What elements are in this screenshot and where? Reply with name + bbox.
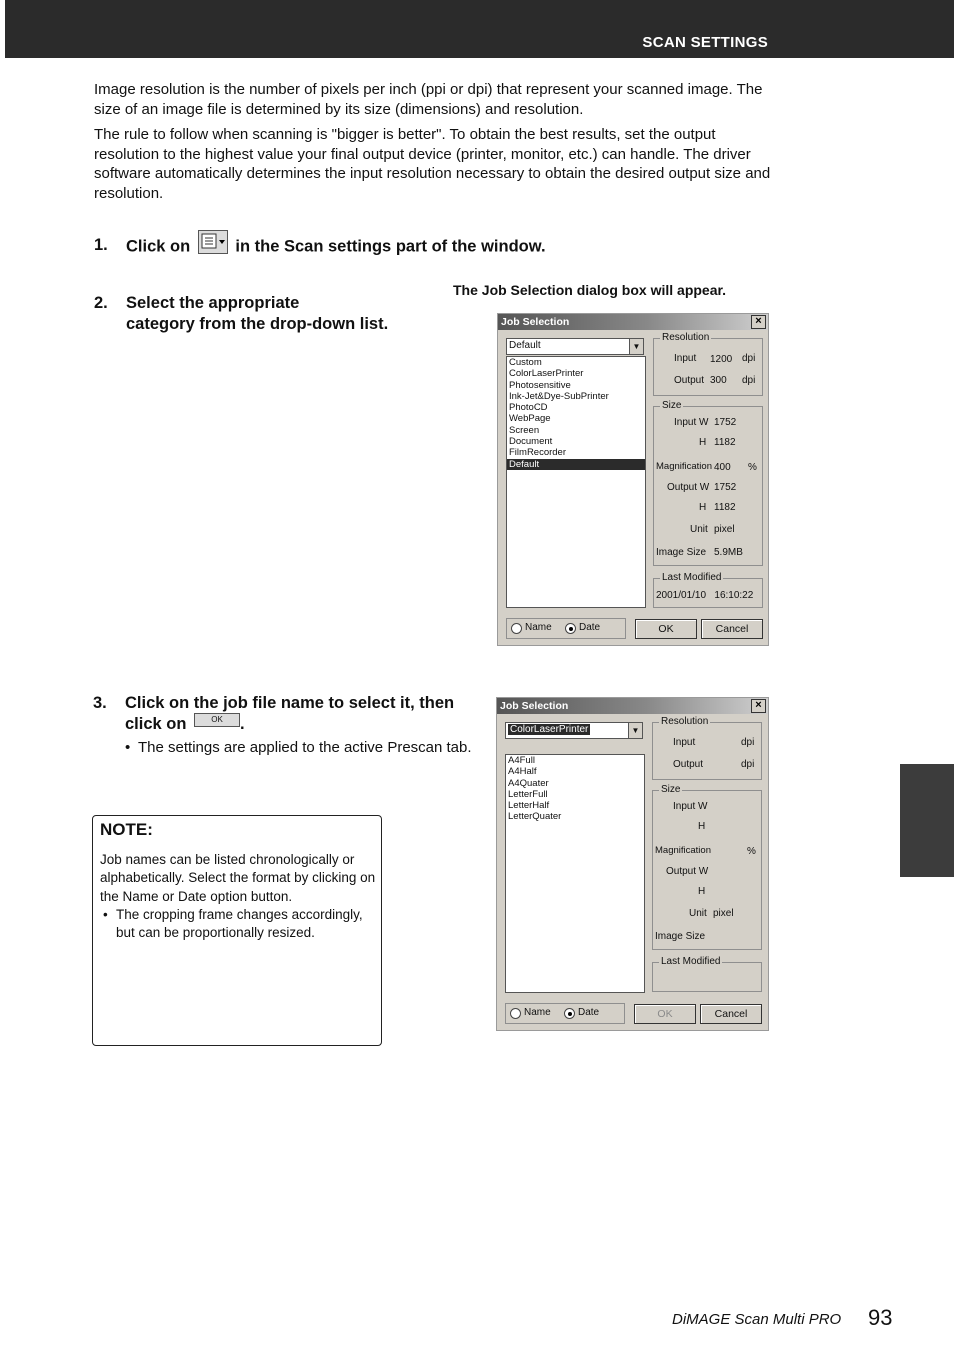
list-item[interactable]: LetterFull — [508, 788, 548, 800]
input-width-value: 1752 — [714, 417, 737, 428]
step-2-line-1: Select the appropriate — [126, 294, 300, 312]
radio-name[interactable] — [511, 623, 522, 634]
step-3-line-1: Click on the job file name to select it, then — [125, 694, 455, 712]
job-selection-dialog-1 — [497, 313, 769, 646]
list-item[interactable]: A4Half — [508, 766, 537, 778]
unit-label: Unit — [690, 524, 708, 535]
step-number: 2. — [94, 294, 108, 312]
intro-paragraph-2: The rule to follow when scanning is "bigger is better". To obtain the best results, set the output resolution to the highest value your final output device (printer, monitor, etc.) can handle. The driver software automatically determines the input resolution necessary to obtain the desired output size and resolution. — [94, 126, 771, 202]
close-icon[interactable]: × — [751, 315, 766, 329]
radio-date[interactable] — [565, 623, 576, 634]
step-3-bullet: • The settings are applied to the active Prescan tab. — [125, 738, 475, 757]
dialog-title: Job Selection — [498, 314, 768, 330]
dialog-title: Job Selection — [497, 698, 768, 714]
resolution-group — [652, 716, 762, 780]
list-item-selected[interactable]: Default — [507, 459, 645, 470]
image-size-label: Image Size — [655, 931, 706, 942]
output-resolution-label: Output — [673, 759, 704, 770]
list-item[interactable]: LetterHalf — [508, 800, 550, 812]
magnification-label: Magnification — [656, 461, 712, 472]
note-box — [92, 815, 382, 1046]
resolution-group — [653, 332, 763, 396]
last-modified-value: 2001/01/10 16:10:22 — [656, 590, 754, 601]
category-dropdown[interactable] — [506, 338, 644, 355]
unit-value: pixel — [714, 524, 735, 535]
intro-paragraph-1: Image resolution is the number of pixels per inch (ppi or dpi) that represent your scanned image. The size of an image file is determined by its size (dimensions) and resolution. — [94, 81, 763, 118]
list-item[interactable]: Ink-Jet&Dye-SubPrinter — [509, 390, 609, 402]
category-list[interactable] — [506, 356, 646, 608]
magnification-value: 400 — [714, 462, 731, 473]
group-label: Last Modified — [662, 572, 722, 583]
image-size-label: Image Size — [656, 547, 707, 558]
unit-label: Unit — [689, 908, 707, 919]
close-icon[interactable]: × — [751, 699, 766, 713]
image-size-value: 5.9MB — [714, 547, 743, 558]
ok-button[interactable]: OK — [634, 1004, 696, 1024]
note-bullet: • The cropping frame changes accordingly, but can be proportionally resized. — [103, 906, 363, 941]
step-3-bullet-text: The settings are applied to the active Prescan tab. — [138, 739, 472, 756]
output-width-label: Output W — [666, 866, 709, 877]
step-number: 1. — [94, 236, 108, 254]
output-width-label: Output W — [667, 482, 710, 493]
note-title: NOTE: — [100, 820, 153, 839]
group-label: Resolution — [661, 716, 709, 727]
input-height-label: H — [698, 821, 706, 832]
sort-options — [506, 618, 626, 639]
step-2 — [94, 293, 434, 337]
chevron-down-icon[interactable]: ▼ — [629, 339, 643, 354]
unit-label: dpi — [742, 353, 756, 364]
percent-label: % — [748, 462, 757, 473]
input-resolution-label: Input — [674, 353, 697, 364]
list-item[interactable]: WebPage — [509, 413, 551, 425]
input-height-label: H — [699, 437, 707, 448]
step-1-text-pre: Click on — [126, 237, 191, 256]
job-file-list[interactable] — [505, 754, 645, 993]
last-modified-group — [652, 956, 762, 992]
size-group — [653, 400, 763, 566]
list-item[interactable]: Photosensitive — [509, 379, 571, 391]
last-modified-group — [653, 572, 763, 608]
input-width-label: Input W — [674, 417, 709, 428]
job-selection-icon — [198, 230, 228, 254]
note-text: Job names can be listed chronologically or alphabetically. Select the format by clicking on the Name or Date option button. — [100, 852, 376, 904]
footer-product: DiMAGE Scan Multi PRO — [672, 1311, 842, 1328]
output-resolution-value: 300 — [710, 375, 727, 386]
radio-date-label: Date — [578, 1007, 600, 1018]
ok-button[interactable]: OK — [635, 619, 697, 639]
group-label: Resolution — [662, 332, 710, 343]
list-item[interactable]: ColorLaserPrinter — [509, 368, 584, 380]
output-resolution-label: Output — [674, 375, 705, 386]
group-label: Size — [662, 400, 682, 411]
chapter-tab — [900, 764, 954, 877]
step-3-text-pre: click on — [125, 715, 187, 733]
radio-date[interactable] — [564, 1008, 575, 1019]
unit-label: dpi — [742, 375, 756, 386]
step-1-text-post: in the Scan settings part of the window. — [235, 237, 546, 256]
step-3 — [93, 693, 488, 737]
unit-label: dpi — [741, 759, 755, 770]
cancel-button[interactable]: Cancel — [700, 1004, 762, 1024]
ok-button-icon: OK — [194, 713, 240, 727]
list-item[interactable]: A4Quater — [508, 777, 549, 789]
magnification-label: Magnification — [655, 845, 711, 856]
output-height-label: H — [699, 502, 707, 513]
group-label: Size — [661, 784, 681, 795]
job-selection-dialog-2 — [496, 697, 769, 1031]
chevron-down-icon[interactable]: ▼ — [628, 723, 642, 738]
section-title: SCAN SETTINGS — [642, 34, 768, 51]
input-resolution-label: Input — [673, 737, 696, 748]
category-dropdown-value: ColorLaserPrinter — [510, 724, 589, 735]
unit-value: pixel — [713, 908, 734, 919]
list-item[interactable]: Custom — [509, 357, 542, 368]
input-resolution-value: 1200 — [710, 354, 733, 365]
radio-date-label: Date — [579, 622, 601, 633]
input-width-label: Input W — [673, 801, 708, 812]
group-label: Last Modified — [661, 956, 721, 967]
step-3-text-post: . — [240, 715, 245, 733]
sort-options — [505, 1003, 625, 1024]
cancel-button[interactable]: Cancel — [701, 619, 763, 639]
list-item[interactable]: Document — [509, 436, 553, 448]
list-item[interactable]: Screen — [509, 424, 540, 436]
output-height-value: 1182 — [714, 502, 736, 513]
category-dropdown-value: Default — [509, 340, 541, 351]
radio-name-label: Name — [524, 1007, 551, 1018]
unit-label: dpi — [741, 737, 755, 748]
input-height-value: 1182 — [714, 437, 736, 448]
list-item[interactable]: FilmRecorder — [509, 447, 567, 459]
list-item[interactable]: LetterQuater — [508, 811, 562, 823]
radio-name[interactable] — [510, 1008, 521, 1019]
step-number: 3. — [93, 694, 107, 712]
radio-name-label: Name — [525, 622, 552, 633]
size-group — [652, 784, 762, 950]
step-2-line-2: category from the drop-down list. — [126, 315, 389, 333]
dialog-caption: The Job Selection dialog box will appear. — [453, 282, 727, 298]
page-number: 93 — [868, 1305, 893, 1330]
note-bullet-text: The cropping frame changes accordingly, but can be proportionally resized. — [116, 906, 363, 941]
output-height-label: H — [698, 886, 706, 897]
category-dropdown[interactable] — [505, 722, 643, 739]
list-item[interactable]: PhotoCD — [509, 402, 548, 414]
percent-label: % — [747, 846, 756, 857]
output-width-value: 1752 — [714, 482, 737, 493]
list-item[interactable]: A4Full — [508, 755, 535, 766]
header-bar — [5, 0, 954, 58]
